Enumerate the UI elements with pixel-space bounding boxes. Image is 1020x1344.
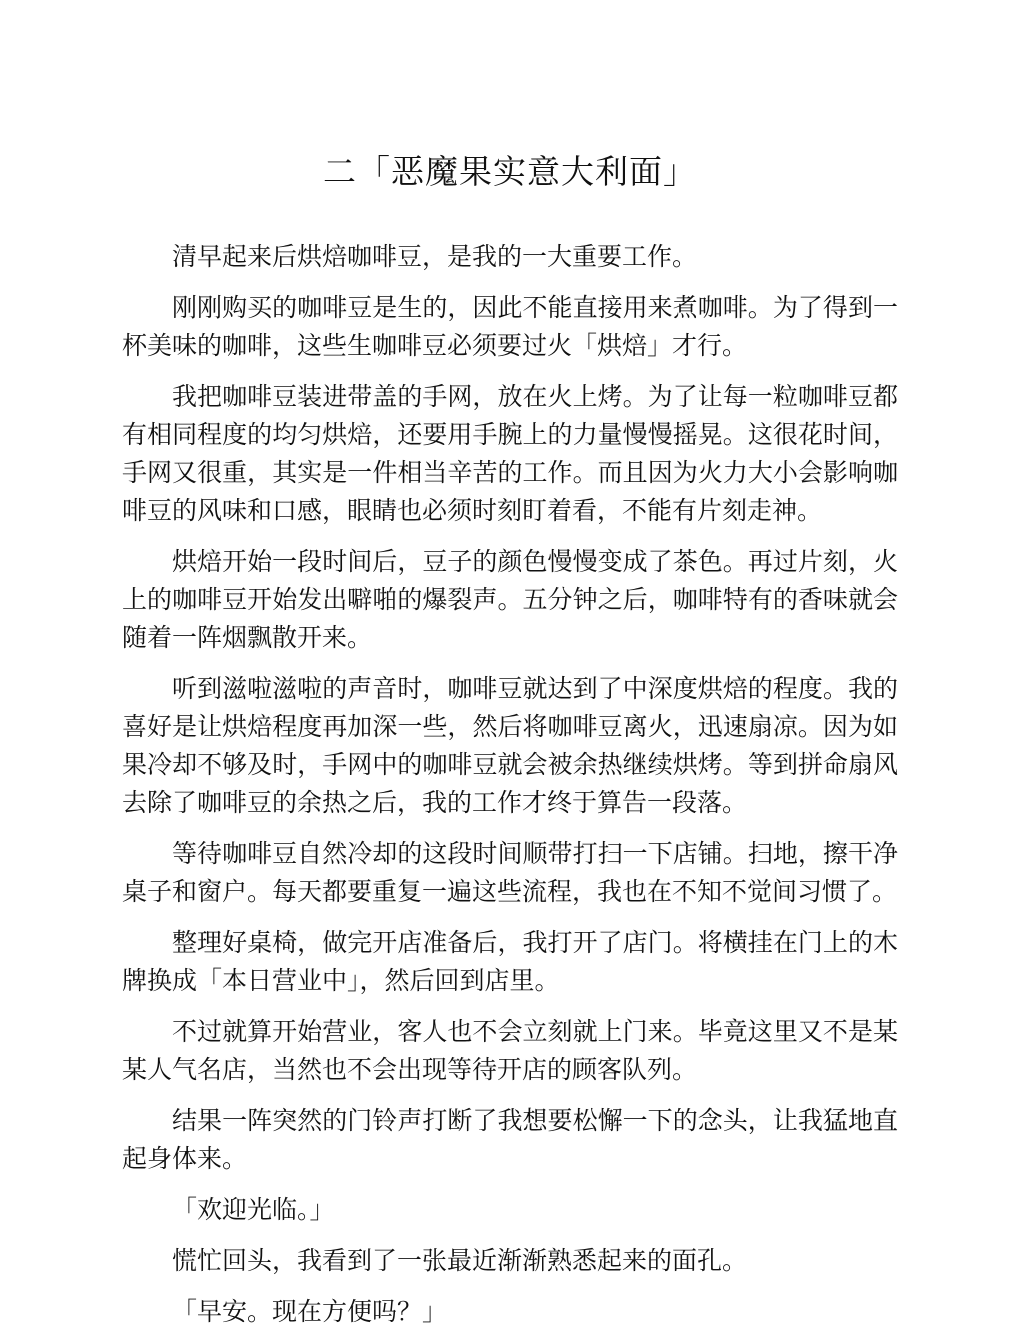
paragraph-11: 慌忙回头，我看到了一张最近渐渐熟悉起来的面孔。 xyxy=(172,1246,748,1275)
paragraph-3: 我把咖啡豆装进带盖的手网，放在火上烤。为了让每一粒咖啡豆都有相同程度的均匀烘焙，还要用手腕上的力量慢慢摇晃。这很花时间，手网又很重，其实是一件相当辛苦的工作。而且因为火力大小会影响咖啡豆的风味和口感，眼睛也必须时刻盯着看，不能有片刻走神。 xyxy=(122,382,898,525)
paragraph-4: 烘焙开始一段时间后，豆子的颜色慢慢变成了茶色。再过片刻，火上的咖啡豆开始发出噼啪的爆裂声。五分钟之后，咖啡特有的香味就会随着一阵烟飘散开来。 xyxy=(122,547,898,652)
paragraph-9: 结果一阵突然的门铃声打断了我想要松懈一下的念头，让我猛地直起身体来。 xyxy=(122,1106,898,1173)
paragraph-5: 听到滋啦滋啦的声音时，咖啡豆就达到了中深度烘焙的程度。我的喜好是让烘焙程度再加深一些，然后将咖啡豆离火，迅速扇凉。因为如果冷却不够及时，手网中的咖啡豆就会被余热继续烘烤。等到拼命扇风去除了咖啡豆的余热之后，我的工作才终于算告一段落。 xyxy=(122,674,898,817)
paragraph-7: 整理好桌椅，做完开店准备后，我打开了店门。将横挂在门上的木牌换成「本日营业中」，然后回到店里。 xyxy=(122,928,898,995)
dialogue-good-morning: 「早安。现在方便吗？」 xyxy=(172,1297,448,1326)
paragraph-1: 清早起来后烘焙咖啡豆，是我的一大重要工作。 xyxy=(172,242,698,271)
paragraph-2: 刚刚购买的咖啡豆是生的，因此不能直接用来煮咖啡。为了得到一杯美味的咖啡，这些生咖啡豆必须要过火「烘焙」才行。 xyxy=(122,293,898,360)
dialogue-welcome: 「欢迎光临。」 xyxy=(172,1195,335,1224)
chapter-title: 二「恶魔果实意大利面」 xyxy=(323,152,697,191)
chapter-body xyxy=(122,238,898,1344)
paragraph-6: 等待咖啡豆自然冷却的这段时间顺带打扫一下店铺。扫地，擦干净桌子和窗户。每天都要重复一遍这些流程，我也在不知不觉间习惯了。 xyxy=(122,839,898,906)
paragraph-8: 不过就算开始营业，客人也不会立刻就上门来。毕竟这里又不是某某人气名店，当然也不会出现等待开店的顾客队列。 xyxy=(122,1017,898,1084)
